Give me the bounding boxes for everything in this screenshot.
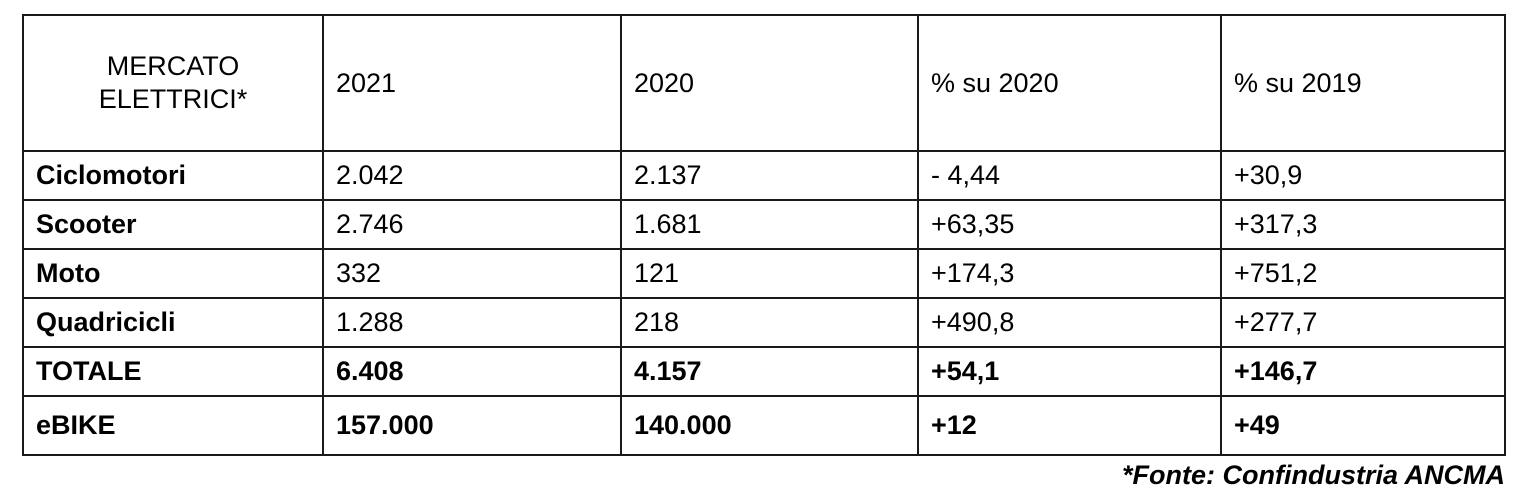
row-label: TOTALE bbox=[23, 347, 323, 396]
table-row bbox=[23, 249, 1505, 298]
header-cell-pct-2020: % su 2020 bbox=[918, 15, 1221, 151]
cell-pct-2019: +146,7 bbox=[1221, 347, 1505, 396]
cell-pct-2019: +30,9 bbox=[1221, 151, 1505, 200]
cell-pct-2020: +174,3 bbox=[918, 249, 1221, 298]
row-label: Scooter bbox=[23, 200, 323, 249]
row-label: eBIKE bbox=[23, 396, 323, 455]
cell-pct-2019: +751,2 bbox=[1221, 249, 1505, 298]
table-row bbox=[23, 151, 1505, 200]
row-label: Moto bbox=[23, 249, 323, 298]
header-cell-pct-2019: % su 2019 bbox=[1221, 15, 1505, 151]
table-row bbox=[23, 200, 1505, 249]
cell-pct-2020: +54,1 bbox=[918, 347, 1221, 396]
cell-pct-2019: +49 bbox=[1221, 396, 1505, 455]
table-header-row bbox=[23, 15, 1505, 151]
cell-2021: 332 bbox=[323, 249, 621, 298]
electric-market-table bbox=[22, 14, 1506, 456]
source-note: *Fonte: Confindustria ANCMA bbox=[1122, 460, 1505, 490]
cell-2021: 157.000 bbox=[323, 396, 621, 455]
header-cell-category bbox=[23, 15, 323, 151]
cell-2020: 218 bbox=[621, 298, 918, 347]
cell-2020: 2.137 bbox=[621, 151, 918, 200]
cell-2021: 6.408 bbox=[323, 347, 621, 396]
cell-2020: 1.681 bbox=[621, 200, 918, 249]
row-label: Ciclomotori bbox=[23, 151, 323, 200]
table-row bbox=[23, 298, 1505, 347]
cell-2021: 1.288 bbox=[323, 298, 621, 347]
header-cell-2020: 2020 bbox=[621, 15, 918, 151]
cell-pct-2020: +490,8 bbox=[918, 298, 1221, 347]
market-table-container bbox=[22, 14, 1504, 456]
table-header bbox=[23, 15, 1505, 151]
row-label: Quadricicli bbox=[23, 298, 323, 347]
table-row-ebike bbox=[23, 396, 1505, 455]
header-category-line2: ELETTRICI* bbox=[98, 84, 248, 114]
table-row-total bbox=[23, 347, 1505, 396]
cell-2020: 4.157 bbox=[621, 347, 918, 396]
cell-pct-2020: - 4,44 bbox=[918, 151, 1221, 200]
cell-pct-2019: +277,7 bbox=[1221, 298, 1505, 347]
cell-2020: 121 bbox=[621, 249, 918, 298]
header-cell-2021: 2021 bbox=[323, 15, 621, 151]
cell-2020: 140.000 bbox=[621, 396, 918, 455]
cell-pct-2020: +63,35 bbox=[918, 200, 1221, 249]
header-category-line1: MERCATO bbox=[106, 51, 240, 82]
cell-2021: 2.746 bbox=[323, 200, 621, 249]
table-body bbox=[23, 151, 1505, 455]
cell-pct-2019: +317,3 bbox=[1221, 200, 1505, 249]
cell-2021: 2.042 bbox=[323, 151, 621, 200]
cell-pct-2020: +12 bbox=[918, 396, 1221, 455]
